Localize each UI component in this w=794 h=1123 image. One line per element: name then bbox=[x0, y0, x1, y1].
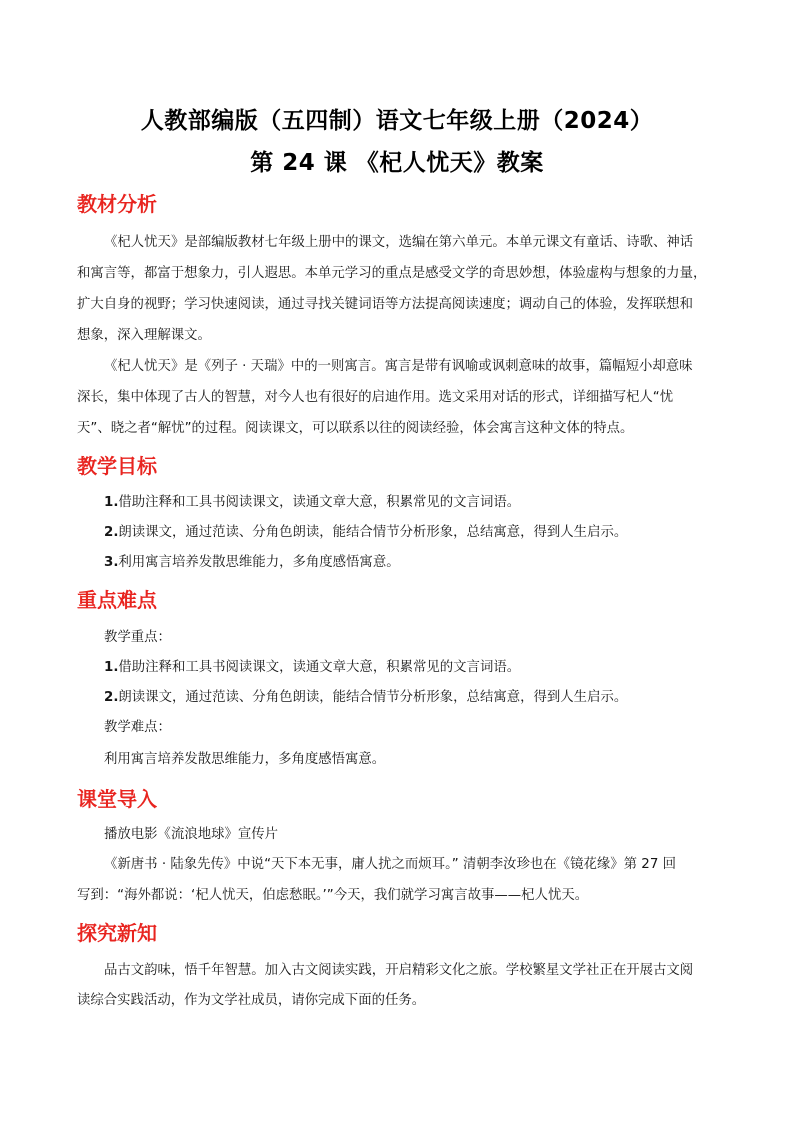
focus-text: 借助注释和工具书阅读课文，读通文章大意，积累常见的文言词语。 bbox=[118, 660, 521, 675]
goal-text: 利用寓言培养发散思维能力，多角度感悟寓意。 bbox=[118, 555, 400, 570]
focus-num: 2. bbox=[104, 690, 119, 705]
goal-text: 借助注释和工具书阅读课文，读通文章大意，积累常见的文言词语。 bbox=[118, 495, 521, 510]
explore-line1: 品古文韵味，悟千年智慧。加入古文阅读实践，开启精彩文化之旅。学校繁星文学社正在开展古文阅 bbox=[104, 963, 694, 978]
goal-item-2 bbox=[104, 521, 627, 540]
focus-item-2 bbox=[104, 686, 627, 705]
difficulty-text: 利用寓言培养发散思维能力，多角度感悟寓意。 bbox=[104, 752, 386, 767]
lesson-title: 第 24 课 《杞人忧天》教案 bbox=[250, 150, 544, 176]
focus-item-1 bbox=[104, 656, 520, 675]
explore-line2: 读综合实践活动，作为文学社成员，请你完成下面的任务。 bbox=[77, 993, 426, 1008]
section-heading-goals: 教学目标 bbox=[77, 454, 157, 478]
document-title: 人教部编版（五四制）语文七年级上册（2024） bbox=[140, 108, 654, 134]
section-heading-explore: 探究新知 bbox=[77, 921, 157, 945]
intro-line2: 《新唐书 · 陆象先传》中说“天下本无事，庸人扰之而烦耳。” 清朝李汝珍也在《镜花缘》第 27 回 bbox=[104, 857, 676, 872]
analysis-p1-line4: 想象，深入理解课文。 bbox=[77, 328, 211, 343]
intro-line1: 播放电影《流浪地球》宣传片 bbox=[104, 827, 279, 842]
intro-line3: 写到：“海外都说：‘杞人忧天，伯虑愁眠。’”今天，我们就学习寓言故事——杞人忧天。 bbox=[77, 888, 589, 903]
analysis-p2-line1: 《杞人忧天》是《列子 · 天瑞》中的一则寓言。寓言是带有讽喻或讽刺意味的故事，篇幅短小却意味 bbox=[104, 359, 693, 374]
analysis-p2-line2: 深长，集中体现了古人的智慧，对今人也有很好的启迪作用。选文采用对话的形式，详细描写杞人“忧 bbox=[77, 390, 674, 405]
analysis-p2-line3: 天”、晓之者“解忧”的过程。阅读课文，可以联系以往的阅读经验，体会寓言这种文体的特点。 bbox=[77, 421, 634, 436]
section-heading-analysis: 教材分析 bbox=[77, 192, 157, 216]
goal-num: 3. bbox=[104, 555, 119, 570]
analysis-p1-line1: 《杞人忧天》是部编版教材七年级上册中的课文，选编在第六单元。本单元课文有童话、诗歌、神话 bbox=[104, 235, 694, 250]
section-heading-intro: 课堂导入 bbox=[77, 787, 157, 811]
goal-text: 朗读课文，通过范读、分角色朗读，能结合情节分析形象，总结寓意，得到人生启示。 bbox=[118, 525, 628, 540]
focus-num: 1. bbox=[104, 660, 119, 675]
analysis-p1-line3: 扩大自身的视野；学习快速阅读，通过寻找关键词语等方法提高阅读速度；调动自己的体验，发挥联想和 bbox=[77, 297, 693, 312]
goal-item-1 bbox=[104, 491, 520, 510]
goal-num: 1. bbox=[104, 495, 119, 510]
focus-text: 朗读课文，通过范读、分角色朗读，能结合情节分析形象，总结寓意，得到人生启示。 bbox=[118, 690, 628, 705]
difficulty-label: 教学难点： bbox=[104, 720, 171, 735]
analysis-p1-line2: 和寓言等，都富于想象力，引人遐思。本单元学习的重点是感受文学的奇思妙想，体验虚构与想象的力量， bbox=[77, 266, 707, 281]
section-heading-keypoints: 重点难点 bbox=[77, 588, 157, 612]
goal-item-3 bbox=[104, 551, 400, 570]
goal-num: 2. bbox=[104, 525, 119, 540]
focus-label: 教学重点： bbox=[104, 630, 171, 645]
